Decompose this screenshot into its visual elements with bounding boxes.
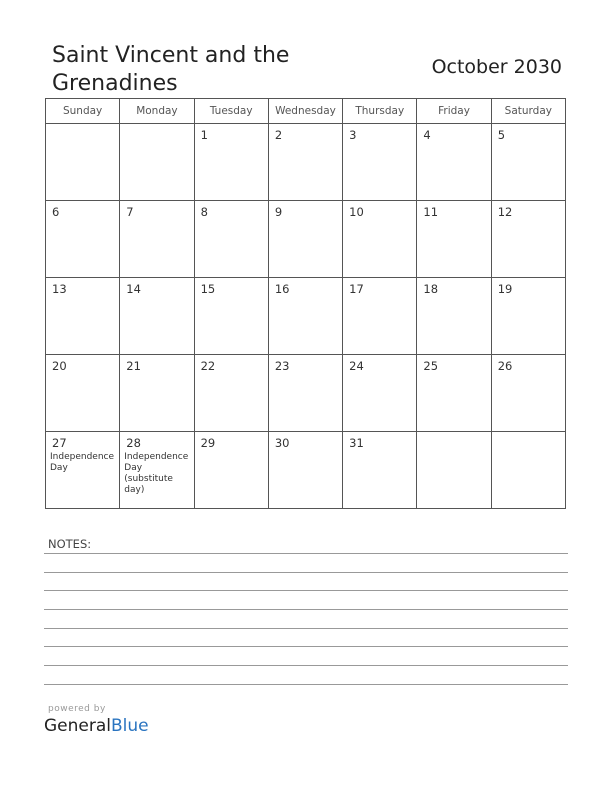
day-number <box>492 432 565 436</box>
day-cell <box>194 201 268 278</box>
day-number: 28 <box>126 436 141 450</box>
day-number: 6 <box>52 205 60 219</box>
day-cell <box>343 124 417 201</box>
day-cell <box>491 355 565 432</box>
day-number: 11 <box>423 205 439 219</box>
day-cell <box>120 278 194 355</box>
day-number: 2 <box>274 128 283 142</box>
week-row <box>46 278 566 355</box>
day-cell <box>120 201 194 278</box>
weekday-thursday: Thursday <box>343 99 417 124</box>
holiday-label: Independence Day (substitute day) <box>124 452 189 495</box>
weekday-monday: Monday <box>120 99 194 124</box>
day-cell <box>491 124 565 201</box>
calendar-grid <box>45 98 566 509</box>
day-cell <box>46 201 120 278</box>
day-number: 23 <box>274 359 290 373</box>
day-number: 8 <box>200 205 208 219</box>
day-cell <box>343 355 417 432</box>
day-cell <box>268 432 342 509</box>
day-number: 19 <box>497 282 513 296</box>
weekday-friday: Friday <box>417 99 491 124</box>
day-number: 29 <box>200 436 216 450</box>
notes-line <box>44 553 568 554</box>
week-row <box>46 432 566 509</box>
day-cell <box>268 355 342 432</box>
powered-by-text: powered by <box>48 704 106 714</box>
day-cell <box>46 124 120 201</box>
day-number: 10 <box>349 205 364 219</box>
day-number: 17 <box>349 282 364 296</box>
day-number: 22 <box>200 359 216 373</box>
day-number <box>120 124 193 128</box>
day-number: 12 <box>497 205 513 219</box>
day-cell <box>46 355 120 432</box>
day-number <box>417 432 490 436</box>
day-cell <box>491 278 565 355</box>
day-number: 25 <box>423 359 439 373</box>
day-number: 9 <box>274 205 283 219</box>
day-cell <box>417 124 491 201</box>
day-cell <box>268 201 342 278</box>
day-cell <box>343 278 417 355</box>
day-number: 1 <box>200 128 208 142</box>
day-number: 24 <box>349 359 364 373</box>
day-cell <box>491 432 565 509</box>
notes-line <box>44 572 568 573</box>
week-row <box>46 355 566 432</box>
weekday-wednesday: Wednesday <box>268 99 342 124</box>
notes-line <box>44 665 568 666</box>
day-number: 3 <box>349 128 357 142</box>
notes-label: NOTES: <box>48 537 92 551</box>
day-number: 16 <box>274 282 290 296</box>
day-number: 26 <box>497 359 513 373</box>
country-title: Saint Vincent and the Grenadines <box>52 43 290 96</box>
holiday-label: Independence Day <box>50 452 115 473</box>
logo-blue: Blue <box>111 716 149 736</box>
day-cell <box>194 278 268 355</box>
notes-line <box>44 590 568 591</box>
day-number: 7 <box>126 205 134 219</box>
logo-general: General <box>44 716 111 736</box>
day-cell <box>194 355 268 432</box>
day-number: 5 <box>497 128 506 142</box>
day-number: 30 <box>274 436 290 450</box>
day-number: 13 <box>52 282 67 296</box>
day-cell <box>194 124 268 201</box>
day-number <box>46 124 119 128</box>
day-cell <box>343 432 417 509</box>
month-title: October 2030 <box>431 56 562 78</box>
week-row <box>46 201 566 278</box>
weekday-header-row <box>46 99 566 124</box>
day-number: 15 <box>200 282 216 296</box>
day-cell <box>120 432 194 509</box>
day-number: 31 <box>349 436 364 450</box>
day-cell <box>491 201 565 278</box>
day-cell <box>46 278 120 355</box>
day-cell <box>417 355 491 432</box>
day-cell <box>343 201 417 278</box>
day-cell <box>268 278 342 355</box>
week-row <box>46 124 566 201</box>
notes-line <box>44 646 568 647</box>
notes-line <box>44 628 568 629</box>
day-cell <box>46 432 120 509</box>
weekday-tuesday: Tuesday <box>194 99 268 124</box>
weekday-saturday: Saturday <box>491 99 565 124</box>
weekday-sunday: Sunday <box>46 99 120 124</box>
day-number: 20 <box>52 359 67 373</box>
notes-line <box>44 684 568 685</box>
day-cell <box>120 124 194 201</box>
day-number: 14 <box>126 282 141 296</box>
day-cell <box>417 432 491 509</box>
day-number: 18 <box>423 282 439 296</box>
generalblue-logo[interactable] <box>44 716 149 736</box>
day-number: 21 <box>126 359 141 373</box>
notes-line <box>44 609 568 610</box>
day-cell <box>268 124 342 201</box>
day-number: 27 <box>52 436 67 450</box>
day-cell <box>120 355 194 432</box>
day-number: 4 <box>423 128 431 142</box>
day-cell <box>417 201 491 278</box>
day-cell <box>417 278 491 355</box>
day-cell <box>194 432 268 509</box>
